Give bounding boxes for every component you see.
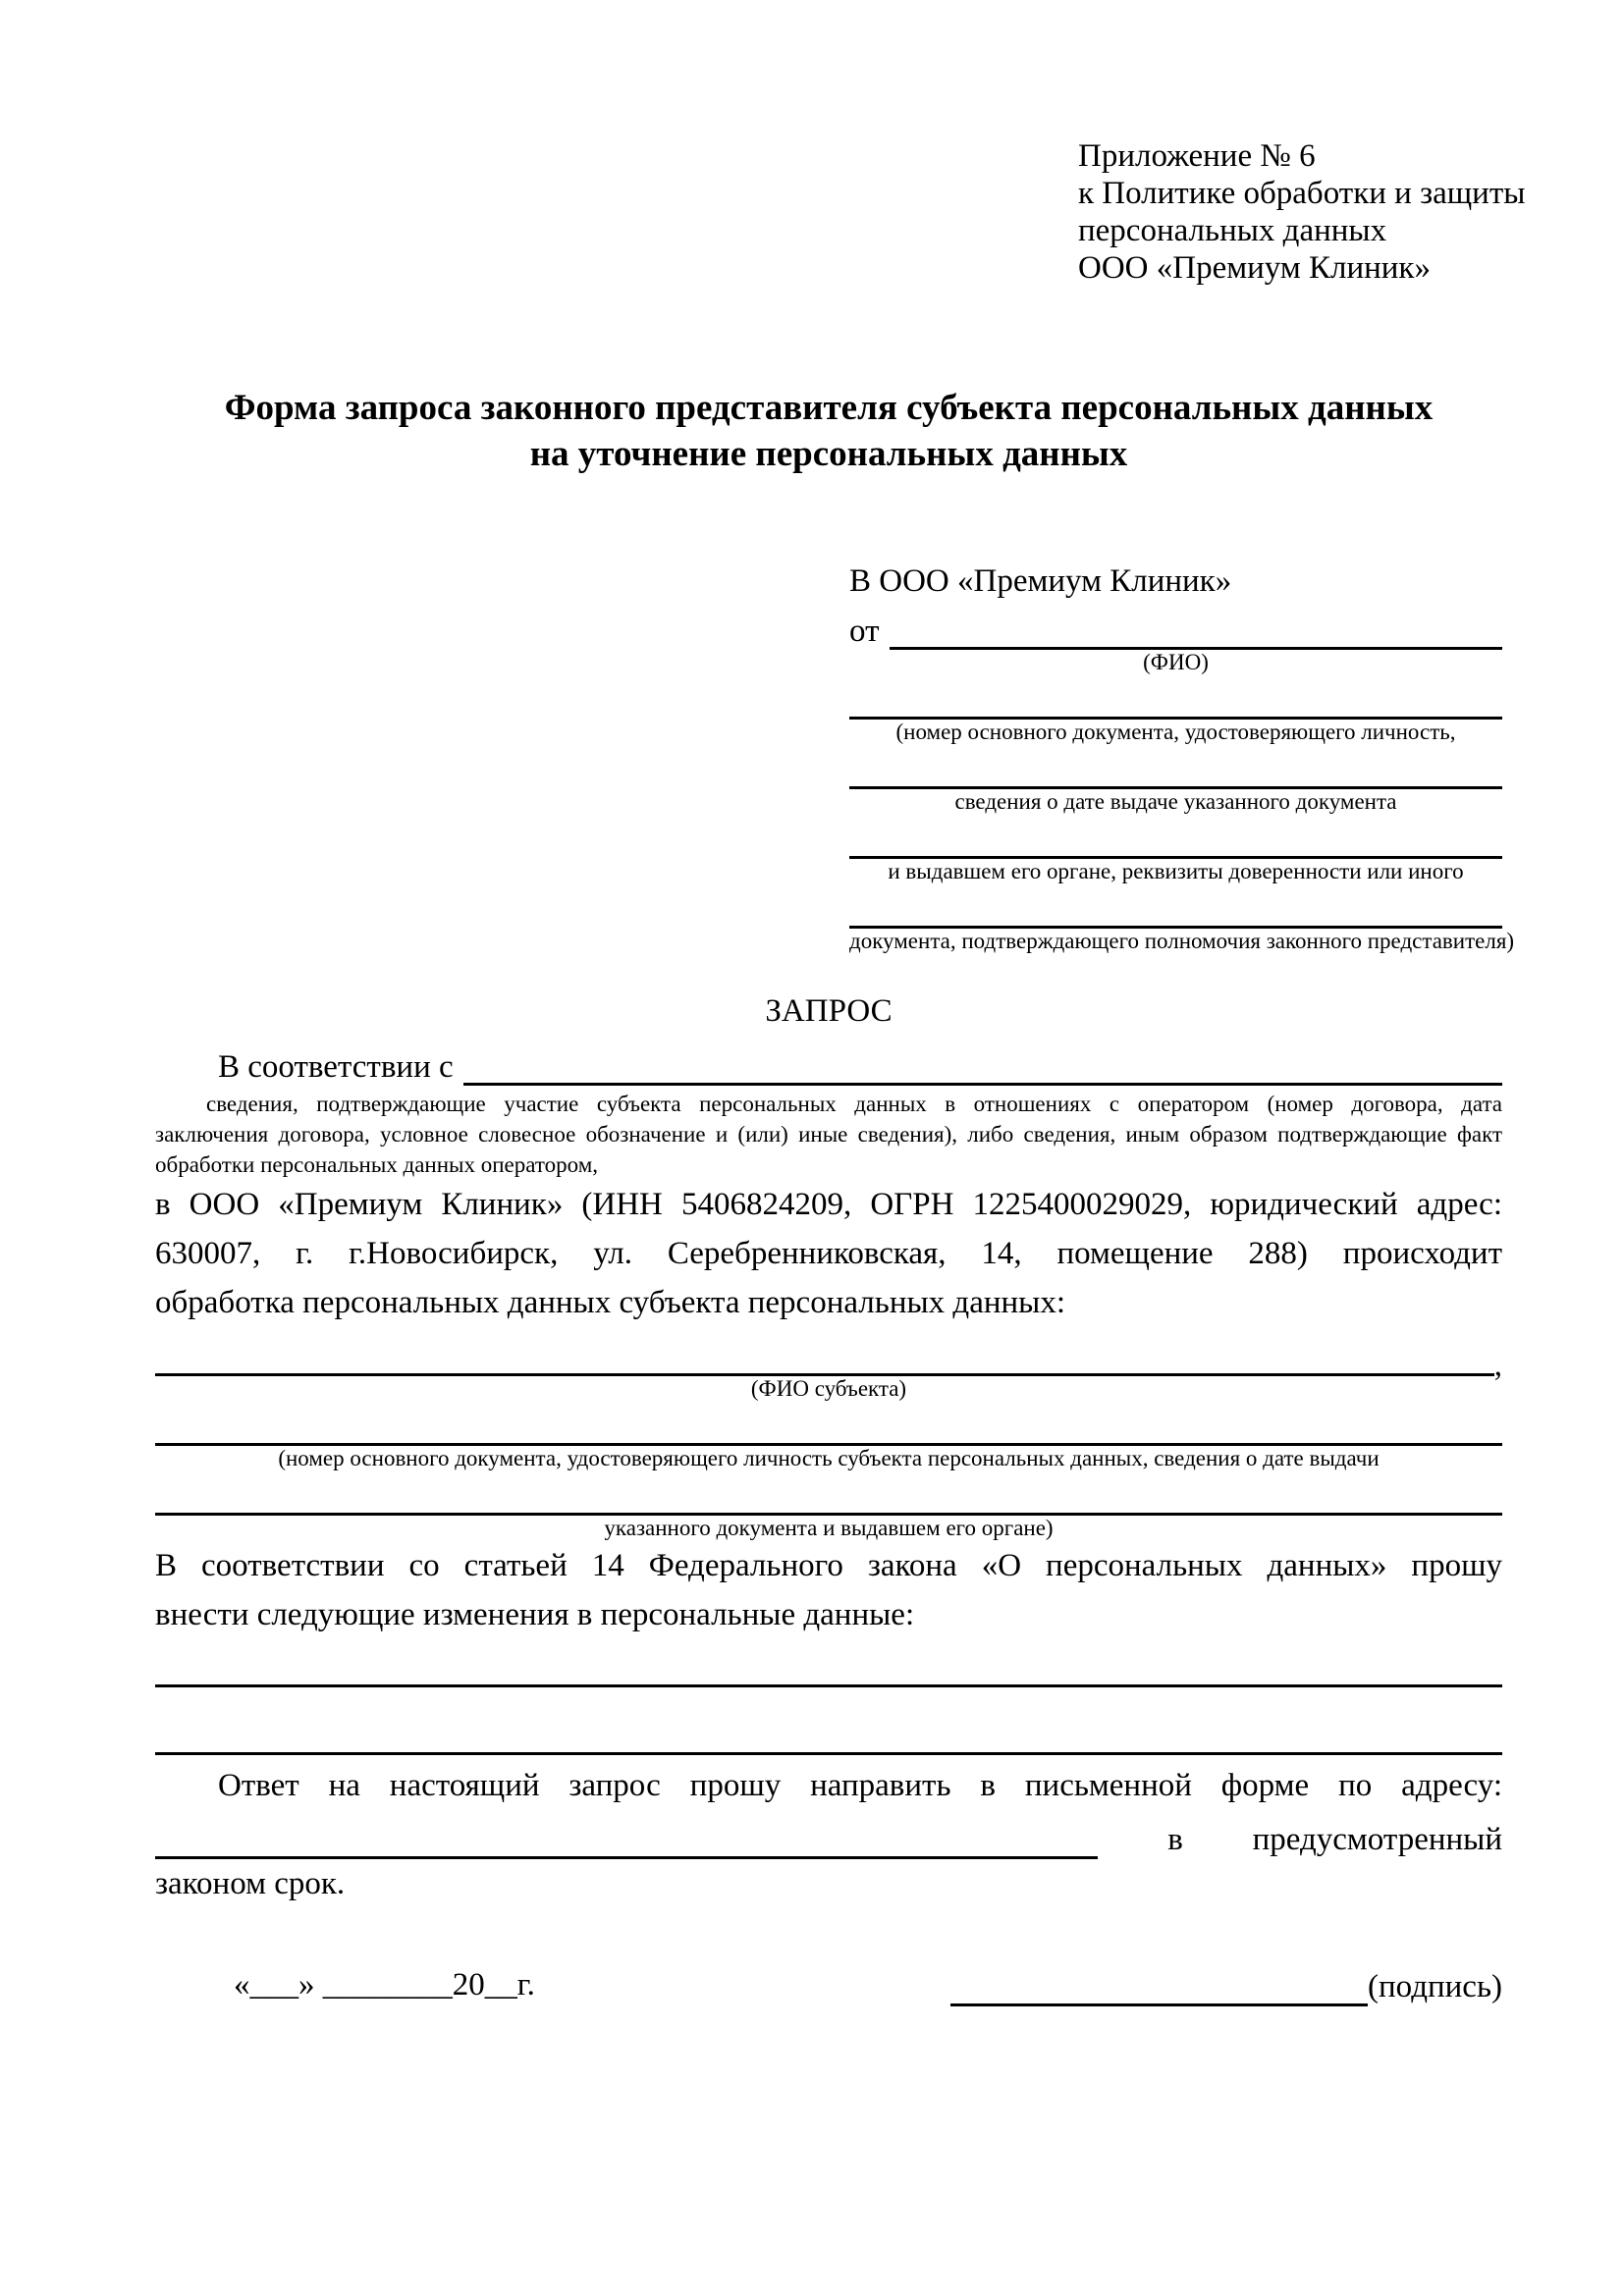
date-signature-row: [155, 1963, 1502, 2006]
accordance-prefix: В соответствии с: [218, 1049, 454, 1085]
document-title-line-1: Форма запроса законного представителя субъекта персональных данных: [224, 388, 1434, 428]
response-line-3: законом срок.: [155, 1866, 346, 1901]
representative-doc-blank-line-3: [849, 815, 1502, 859]
operator-paragraph-line-3: обработка персональных данных субъекта персональных данных:: [155, 1285, 1065, 1320]
operator-paragraph-line-1: в ООО «Премиум Клиник» (ИНН 5406824209, ОГРН 1225400029029, юридический адрес:: [155, 1187, 1502, 1222]
signature-block: [950, 1964, 1502, 2006]
response-word-term: предусмотренный: [1252, 1822, 1502, 1857]
accordance-row: [155, 1041, 1502, 1086]
date-blank-line: «___» ________20__г.: [234, 1967, 535, 2002]
signature-caption: (подпись): [1368, 1969, 1502, 2004]
amendments-blank-line-2: [155, 1687, 1502, 1755]
request-heading: ЗАПРОС: [765, 993, 893, 1029]
addressee-block: [849, 560, 1515, 954]
representative-doc-blank-line-1: [849, 675, 1502, 720]
appendix-line-2: к Политике обработки и защиты: [1078, 176, 1526, 211]
operator-paragraph: [155, 1180, 1502, 1327]
appendix-line-4: ООО «Премиум Клиник»: [1078, 250, 1431, 286]
appendix-line-3: персональных данных: [1078, 213, 1387, 248]
response-word-v: в: [1167, 1822, 1183, 1857]
article14-line-2: внести следующие изменения в персональные данные:: [155, 1597, 915, 1632]
representative-doc-caption-1: (номер основного документа, удостоверяющего личность,: [895, 720, 1456, 744]
basis-caption-line-3: обработки персональных данных оператором,: [155, 1152, 598, 1177]
from-label: от: [849, 614, 880, 649]
representative-doc-blank-line-4: [849, 884, 1502, 929]
addressee-from-row: [849, 607, 1502, 650]
amendments-blank-line-1: [155, 1639, 1502, 1687]
accordance-blank-line: [463, 1083, 1502, 1086]
representative-doc-blank-line-2: [849, 745, 1502, 789]
basis-caption-line-1: сведения, подтверждающие участие субъекта персональных данных в отношениях с оператором (номер договора, дата: [206, 1092, 1502, 1116]
article14-paragraph: [155, 1541, 1502, 1639]
appendix-reference-block: [1078, 137, 1526, 287]
document-title-line-2: на уточнение персональных данных: [529, 434, 1128, 474]
representative-doc-caption-3: и выдавшем его органе, реквизиты доверенности или иного: [888, 859, 1464, 883]
document-title: [155, 385, 1502, 477]
subject-fio-caption: (ФИО субъекта): [750, 1376, 907, 1401]
subject-doc-caption-2: указанного документа и выдавшем его органе): [604, 1516, 1054, 1540]
basis-caption: [155, 1089, 1502, 1180]
basis-caption-line-2: заключения договора, условное словесное обозначение и (или) иные сведения), либо сведения, иным образом подтверждающие факт: [155, 1122, 1502, 1147]
subject-name-row: [155, 1339, 1502, 1383]
subject-doc-caption-1: (номер основного документа, удостоверяющего личность субъекта персональных данных, сведения о дате выдачи: [278, 1446, 1380, 1470]
fio-caption: (ФИО): [1143, 650, 1209, 674]
response-paragraph: [155, 1761, 1502, 1908]
operator-paragraph-line-2: 630007, г. г.Новосибирск, ул. Серебренниковская, 14, помещение 288) происходит: [155, 1236, 1502, 1271]
representative-doc-caption-4: документа, подтверждающего полномочия законного представителя): [849, 929, 1515, 953]
addressee-to-line: В ООО «Премиум Клиник»: [849, 563, 1232, 599]
signature-blank-line: [950, 1964, 1368, 2006]
appendix-line-1: Приложение № 6: [1078, 138, 1316, 174]
response-line-2: [155, 1810, 1502, 1859]
article14-line-1: В соответствии со статьей 14 Федерального закона «О персональных данных» прошу: [155, 1548, 1502, 1583]
response-line-1: Ответ на настоящий запрос прошу направить в письменной форме по адресу:: [218, 1768, 1502, 1803]
subject-doc-blank-line-2: [155, 1471, 1502, 1516]
representative-doc-caption-2: сведения о дате выдаче указанного документа: [954, 789, 1397, 814]
subject-trailing-comma: ,: [1493, 1348, 1502, 1383]
subject-doc-blank-line-1: [155, 1402, 1502, 1446]
